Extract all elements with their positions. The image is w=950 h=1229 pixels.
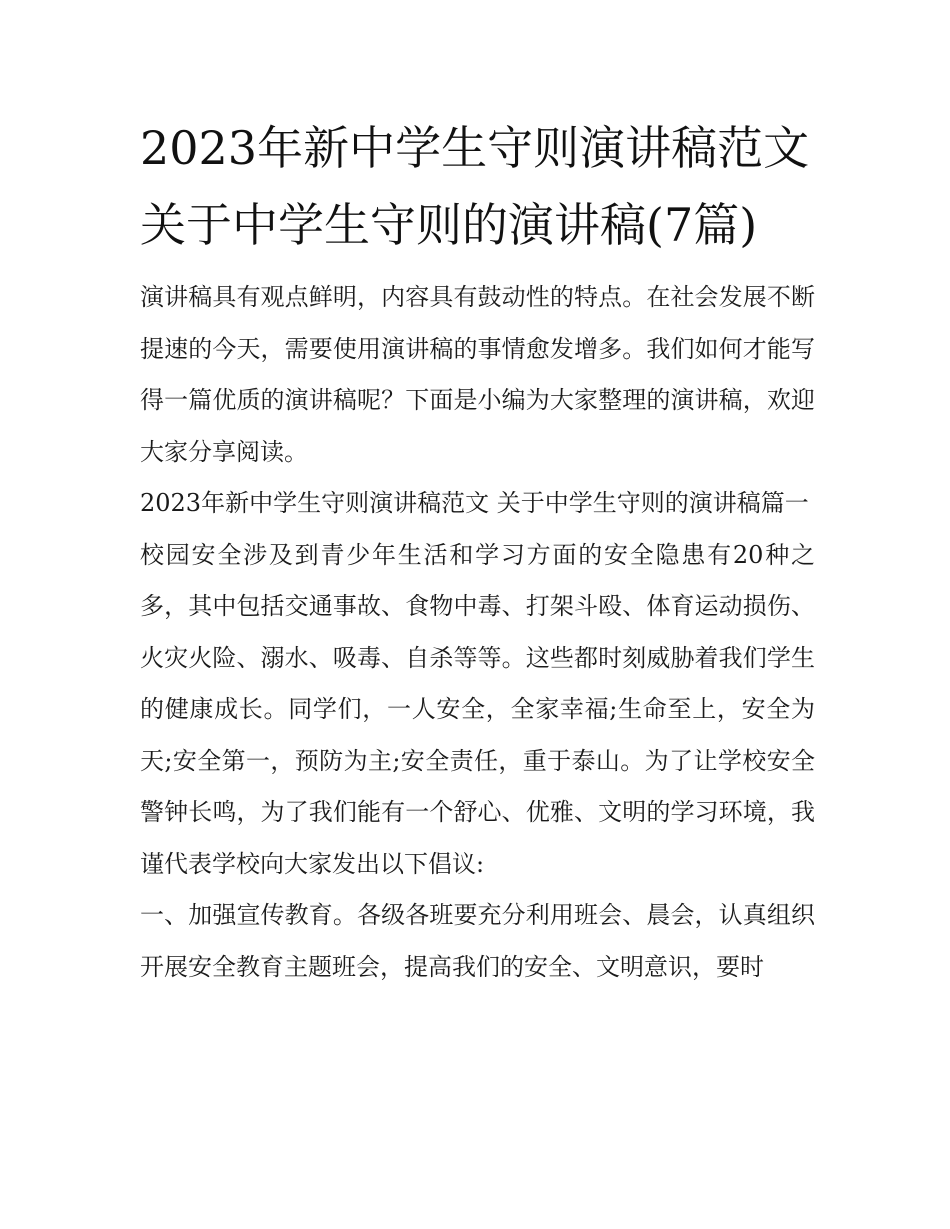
body-paragraph: 一、加强宣传教育。各级各班要充分利用班会、晨会，认真组织开展安全教育主题班会，提高我们的安全、文明意识，要时 <box>140 901 815 981</box>
document-page <box>140 110 815 993</box>
section-heading: 2023年新中学生守则演讲稿范文 关于中学生守则的演讲稿篇一 <box>140 489 809 517</box>
body-paragraph: 校园安全涉及到青少年生活和学习方面的安全隐患有20种之多，其中包括交通事故、食物中毒、打架斗殴、体育运动损伤、火灾火险、溺水、吸毒、自杀等等。这些都时刻威胁着我们学生的健康成长。同学们，一人安全，全家幸福;生命至上，安全为天;安全第一，预防为主;安全责任，重于泰山。为了让学校安全警钟长鸣，为了我们能有一个舒心、优雅、文明的学习环境，我谨代表学校向大家发出以下倡议: <box>140 540 815 878</box>
intro-paragraph: 演讲稿具有观点鲜明，内容具有鼓动性的特点。在社会发展不断提速的今天，需要使用演讲稿的事情愈发增多。我们如何才能写得一篇优质的演讲稿呢？下面是小编为大家整理的演讲稿，欢迎大家分享阅读。 <box>140 283 815 466</box>
document-title: 2023年新中学生守则演讲稿范文 关于中学生守则的演讲稿(7篇) <box>140 121 810 252</box>
